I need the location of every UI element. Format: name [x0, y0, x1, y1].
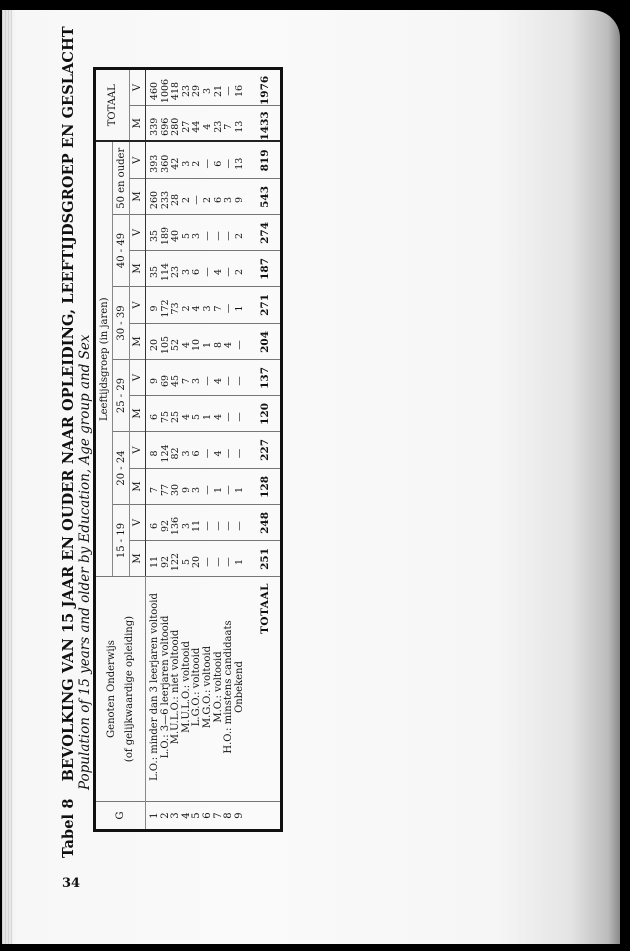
education-label: H.O.: minstens candidaats — [223, 620, 235, 754]
cell-value: 29 — [191, 84, 203, 98]
table-number: Tabel 8 — [60, 798, 77, 858]
sex-header-m: M — [130, 469, 146, 505]
row-code: 5 — [191, 812, 203, 819]
cell-value: — — [223, 557, 235, 567]
cell-value: 42 — [170, 157, 182, 170]
sex-header-m: M — [130, 396, 146, 432]
total-40-49-v: 274 — [250, 215, 282, 251]
table-title — [60, 26, 77, 858]
sex-header-v: V — [130, 142, 146, 179]
sex-header-v: V — [130, 215, 146, 251]
values-20-24-m — [146, 469, 251, 505]
cell-value: 69 — [159, 374, 171, 388]
cell-value: 696 — [159, 117, 171, 136]
cell-value: — — [233, 340, 245, 350]
cell-value: 6 — [212, 160, 224, 167]
values-50-plus-v — [146, 142, 251, 179]
total-15-19-v: 248 — [250, 505, 282, 541]
cell-value: 122 — [170, 552, 182, 572]
cell-value: 3 — [180, 522, 192, 530]
sex-header-m: M — [130, 106, 146, 142]
cell-value: 7 — [149, 486, 160, 494]
cell-value: 16 — [233, 84, 245, 98]
sex-header-v: V — [130, 68, 146, 105]
total-25-29-m: 120 — [250, 396, 282, 432]
cell-value: — — [201, 159, 213, 169]
sex-header-m: M — [130, 324, 146, 360]
values-20-24-v — [146, 432, 251, 469]
cell-value: 2 — [201, 196, 213, 204]
cell-value: 1 — [201, 413, 213, 421]
cell-value: — — [233, 448, 245, 459]
total-row — [250, 68, 282, 830]
cell-value: 2 — [233, 268, 245, 276]
cell-value: 189 — [159, 226, 171, 246]
cell-value: 1 — [201, 341, 213, 349]
age-group-header: Leeftijdsgroep (in jaren) — [95, 142, 113, 577]
values-40-49-m — [146, 251, 251, 287]
row-code: 2 — [159, 812, 171, 819]
data-body — [146, 68, 251, 830]
grand-total-m: 1433 — [250, 106, 282, 142]
sex-header-v: V — [130, 432, 146, 469]
cell-value: 23 — [170, 265, 182, 279]
cell-value: 3 — [180, 160, 192, 167]
age-range-40-49: 40 - 49 — [113, 215, 130, 287]
sex-header-v: V — [130, 505, 146, 541]
cell-value: 105 — [159, 335, 171, 355]
cell-value: 8 — [212, 341, 224, 349]
cell-value: 9 — [149, 305, 160, 312]
cell-value: — — [223, 412, 235, 422]
cell-value: 9 — [233, 196, 245, 204]
cell-value: 7 — [223, 123, 235, 130]
total-50-plus-v: 819 — [250, 142, 282, 179]
education-label: L.G.O.: voltooid — [191, 647, 203, 727]
cell-value: 4 — [212, 450, 224, 457]
cell-value: 6 — [191, 268, 203, 276]
cell-value: 35 — [149, 265, 160, 279]
cell-value: 23 — [180, 84, 192, 98]
cell-value: — — [223, 485, 235, 495]
cell-value: 11 — [191, 519, 203, 533]
row-code: 1 — [149, 812, 160, 819]
education-header — [95, 577, 146, 802]
row-code: 4 — [180, 812, 192, 819]
cell-value: 6 — [191, 450, 203, 457]
cell-value: 114 — [159, 262, 171, 282]
cell-value: 52 — [170, 338, 182, 352]
cell-value: 1 — [233, 486, 245, 494]
cell-value: 172 — [159, 299, 171, 318]
cell-value: 44 — [191, 120, 203, 133]
cell-value: 13 — [233, 120, 245, 133]
cell-value: 280 — [170, 117, 182, 136]
cell-value: 2 — [191, 160, 203, 167]
cell-value: 6 — [149, 522, 160, 530]
age-range-15-19: 15 - 19 — [113, 505, 130, 577]
values-25-29-m — [146, 396, 251, 432]
values-total-m — [146, 106, 251, 142]
row-code: 7 — [212, 812, 224, 819]
cell-value: 4 — [201, 123, 213, 130]
cell-value: 11 — [149, 555, 160, 569]
rotated-table-block — [58, 26, 273, 862]
cell-value: 8 — [149, 450, 160, 457]
cell-value: — — [201, 267, 213, 277]
sex-header-m: M — [130, 541, 146, 577]
cell-value: 5 — [180, 558, 192, 566]
education-label: M.O.: voltooid — [212, 651, 224, 723]
total-20-24-v: 227 — [250, 432, 282, 469]
total-15-19-m: 251 — [250, 541, 282, 577]
cell-value: 4 — [212, 413, 224, 421]
cell-value: — — [223, 267, 235, 277]
cell-value: — — [223, 303, 235, 314]
cell-value: 5 — [180, 232, 192, 240]
cell-value: 360 — [159, 154, 171, 173]
values-total-v — [146, 68, 251, 105]
cell-value: 45 — [170, 374, 182, 388]
cell-value: 3 — [191, 377, 203, 385]
cell-value: 23 — [212, 120, 224, 133]
education-age-sex-table — [93, 67, 283, 832]
cell-value: 6 — [149, 413, 160, 421]
total-30-39-m: 204 — [250, 324, 282, 360]
cell-value: — — [201, 231, 213, 241]
sex-header-v: V — [130, 360, 146, 396]
sex-header-m: M — [130, 251, 146, 287]
education-label: Onbekend — [233, 661, 245, 713]
row-code: 9 — [233, 812, 245, 819]
cell-value: 2 — [233, 232, 245, 240]
cell-value: 20 — [149, 338, 160, 352]
cell-value: 3 — [191, 486, 203, 494]
cell-value: 1 — [233, 305, 245, 312]
total-30-39-v: 271 — [250, 287, 282, 324]
cell-value: 92 — [159, 555, 171, 569]
cell-value: — — [201, 376, 213, 386]
age-range-25-29: 25 - 29 — [113, 360, 130, 432]
cell-value: 2 — [180, 196, 192, 204]
cell-value: 124 — [159, 444, 171, 463]
cell-value: 7 — [180, 377, 192, 385]
page-edge — [2, 10, 12, 944]
code-column — [146, 802, 251, 831]
values-30-39-v — [146, 287, 251, 324]
education-header-line2: (of gelijkwaardige opleiding) — [123, 615, 135, 763]
cell-value: — — [191, 195, 203, 205]
total-25-29-v: 137 — [250, 360, 282, 396]
age-range-50-plus: 50 en ouder — [113, 142, 130, 215]
cell-value: 4 — [212, 268, 224, 276]
education-label: L.O.: 3—6 leerjaren voltooid — [159, 615, 171, 759]
education-label: M.U.L.O.: niet voltooid — [170, 629, 182, 745]
cell-value: 10 — [191, 338, 203, 352]
cell-value: 3 — [180, 268, 192, 276]
cell-value: 82 — [170, 447, 182, 460]
cell-value: 73 — [170, 302, 182, 315]
cell-value: — — [201, 485, 213, 495]
sex-header-v: V — [130, 287, 146, 324]
cell-value: 339 — [149, 117, 160, 136]
education-header-line1: Genoten Onderwijs — [105, 640, 117, 738]
cell-value: 460 — [149, 81, 160, 101]
row-code: 3 — [170, 812, 182, 819]
cell-value: 77 — [159, 483, 171, 497]
total-50-plus-m: 543 — [250, 179, 282, 215]
cell-value: 136 — [170, 516, 182, 536]
cell-value: 3 — [201, 305, 213, 312]
education-label: M.U.L.O.: voltooid — [180, 641, 192, 733]
age-range-20-24: 20 - 24 — [113, 432, 130, 505]
cell-value: 393 — [149, 154, 160, 173]
cell-value: 4 — [180, 413, 192, 421]
values-50-plus-m — [146, 179, 251, 215]
cell-value: 75 — [159, 410, 171, 424]
page-number: 34 — [62, 876, 81, 891]
total-header: TOTAAL — [95, 68, 130, 141]
values-30-39-m — [146, 324, 251, 360]
cell-value: 28 — [170, 193, 182, 207]
education-labels — [146, 577, 251, 802]
table-title-text: BEVOLKING VAN 15 JAAR EN OUDER NAAR OPLEIDING, LEEFTIJDSGROEP EN GESLACHT — [60, 26, 77, 782]
row-code: 8 — [223, 812, 235, 819]
cell-value: 35 — [149, 229, 160, 243]
cell-value: 1006 — [159, 78, 171, 104]
cell-value: 6 — [212, 196, 224, 204]
cell-value: 260 — [149, 190, 160, 210]
cell-value: 40 — [170, 229, 182, 243]
cell-value: 5 — [191, 413, 203, 421]
table-subtitle: Population of 15 years and older by Education, Age group and Sex — [77, 334, 93, 790]
cell-value: — — [233, 376, 245, 386]
cell-value: — — [233, 521, 245, 531]
cell-value: 21 — [212, 84, 224, 98]
cell-value: 20 — [191, 555, 203, 569]
cell-value: 4 — [180, 341, 192, 349]
total-20-24-m: 128 — [250, 469, 282, 505]
total-row-label: TOTAAL — [250, 577, 282, 802]
cell-value: 27 — [180, 120, 192, 133]
values-15-19-v — [146, 505, 251, 541]
age-range-30-39: 30 - 39 — [113, 287, 130, 360]
cell-value: 25 — [170, 410, 182, 424]
cell-value: 92 — [159, 519, 171, 533]
cell-value: 2 — [180, 305, 192, 312]
cell-value: 3 — [191, 232, 203, 240]
cell-value: — — [223, 448, 235, 459]
cell-value: — — [223, 376, 235, 386]
education-label: M.G.O.: voltooid — [201, 645, 213, 729]
values-40-49-v — [146, 215, 251, 251]
cell-value: 418 — [170, 81, 182, 101]
education-label: L.O.: minder dan 3 leerjaren voltooid — [149, 593, 160, 781]
cell-value: 4 — [223, 341, 235, 349]
values-15-19-m — [146, 541, 251, 577]
values-25-29-v — [146, 360, 251, 396]
cell-value: 13 — [233, 157, 245, 170]
code-header: G — [95, 802, 146, 831]
cell-value: — — [212, 557, 224, 567]
cell-value: 30 — [170, 483, 182, 497]
cell-value: — — [201, 557, 213, 567]
cell-value: — — [223, 159, 235, 169]
cell-value: — — [233, 412, 245, 422]
cell-value: 1 — [212, 486, 224, 494]
cell-value: 3 — [201, 87, 213, 95]
cell-value: 233 — [159, 190, 171, 210]
grand-total-v: 1976 — [250, 68, 282, 105]
cell-value: — — [212, 231, 224, 241]
cell-value: — — [223, 231, 235, 241]
cell-value: — — [201, 448, 213, 459]
cell-value: — — [212, 521, 224, 531]
cell-value: 9 — [149, 377, 160, 385]
cell-value: 3 — [180, 450, 192, 457]
cell-value: 7 — [212, 305, 224, 312]
cell-value: 4 — [191, 305, 203, 312]
cell-value: — — [223, 86, 235, 96]
cell-value: — — [201, 521, 213, 531]
row-code: 6 — [201, 812, 213, 819]
total-40-49-m: 187 — [250, 251, 282, 287]
cell-value: 9 — [180, 486, 192, 494]
cell-value: 3 — [223, 196, 235, 204]
sex-header-m: M — [130, 179, 146, 215]
cell-value: 4 — [212, 377, 224, 385]
total-code-cell — [250, 802, 282, 831]
cell-value: — — [223, 521, 235, 531]
cell-value: 1 — [233, 558, 245, 566]
